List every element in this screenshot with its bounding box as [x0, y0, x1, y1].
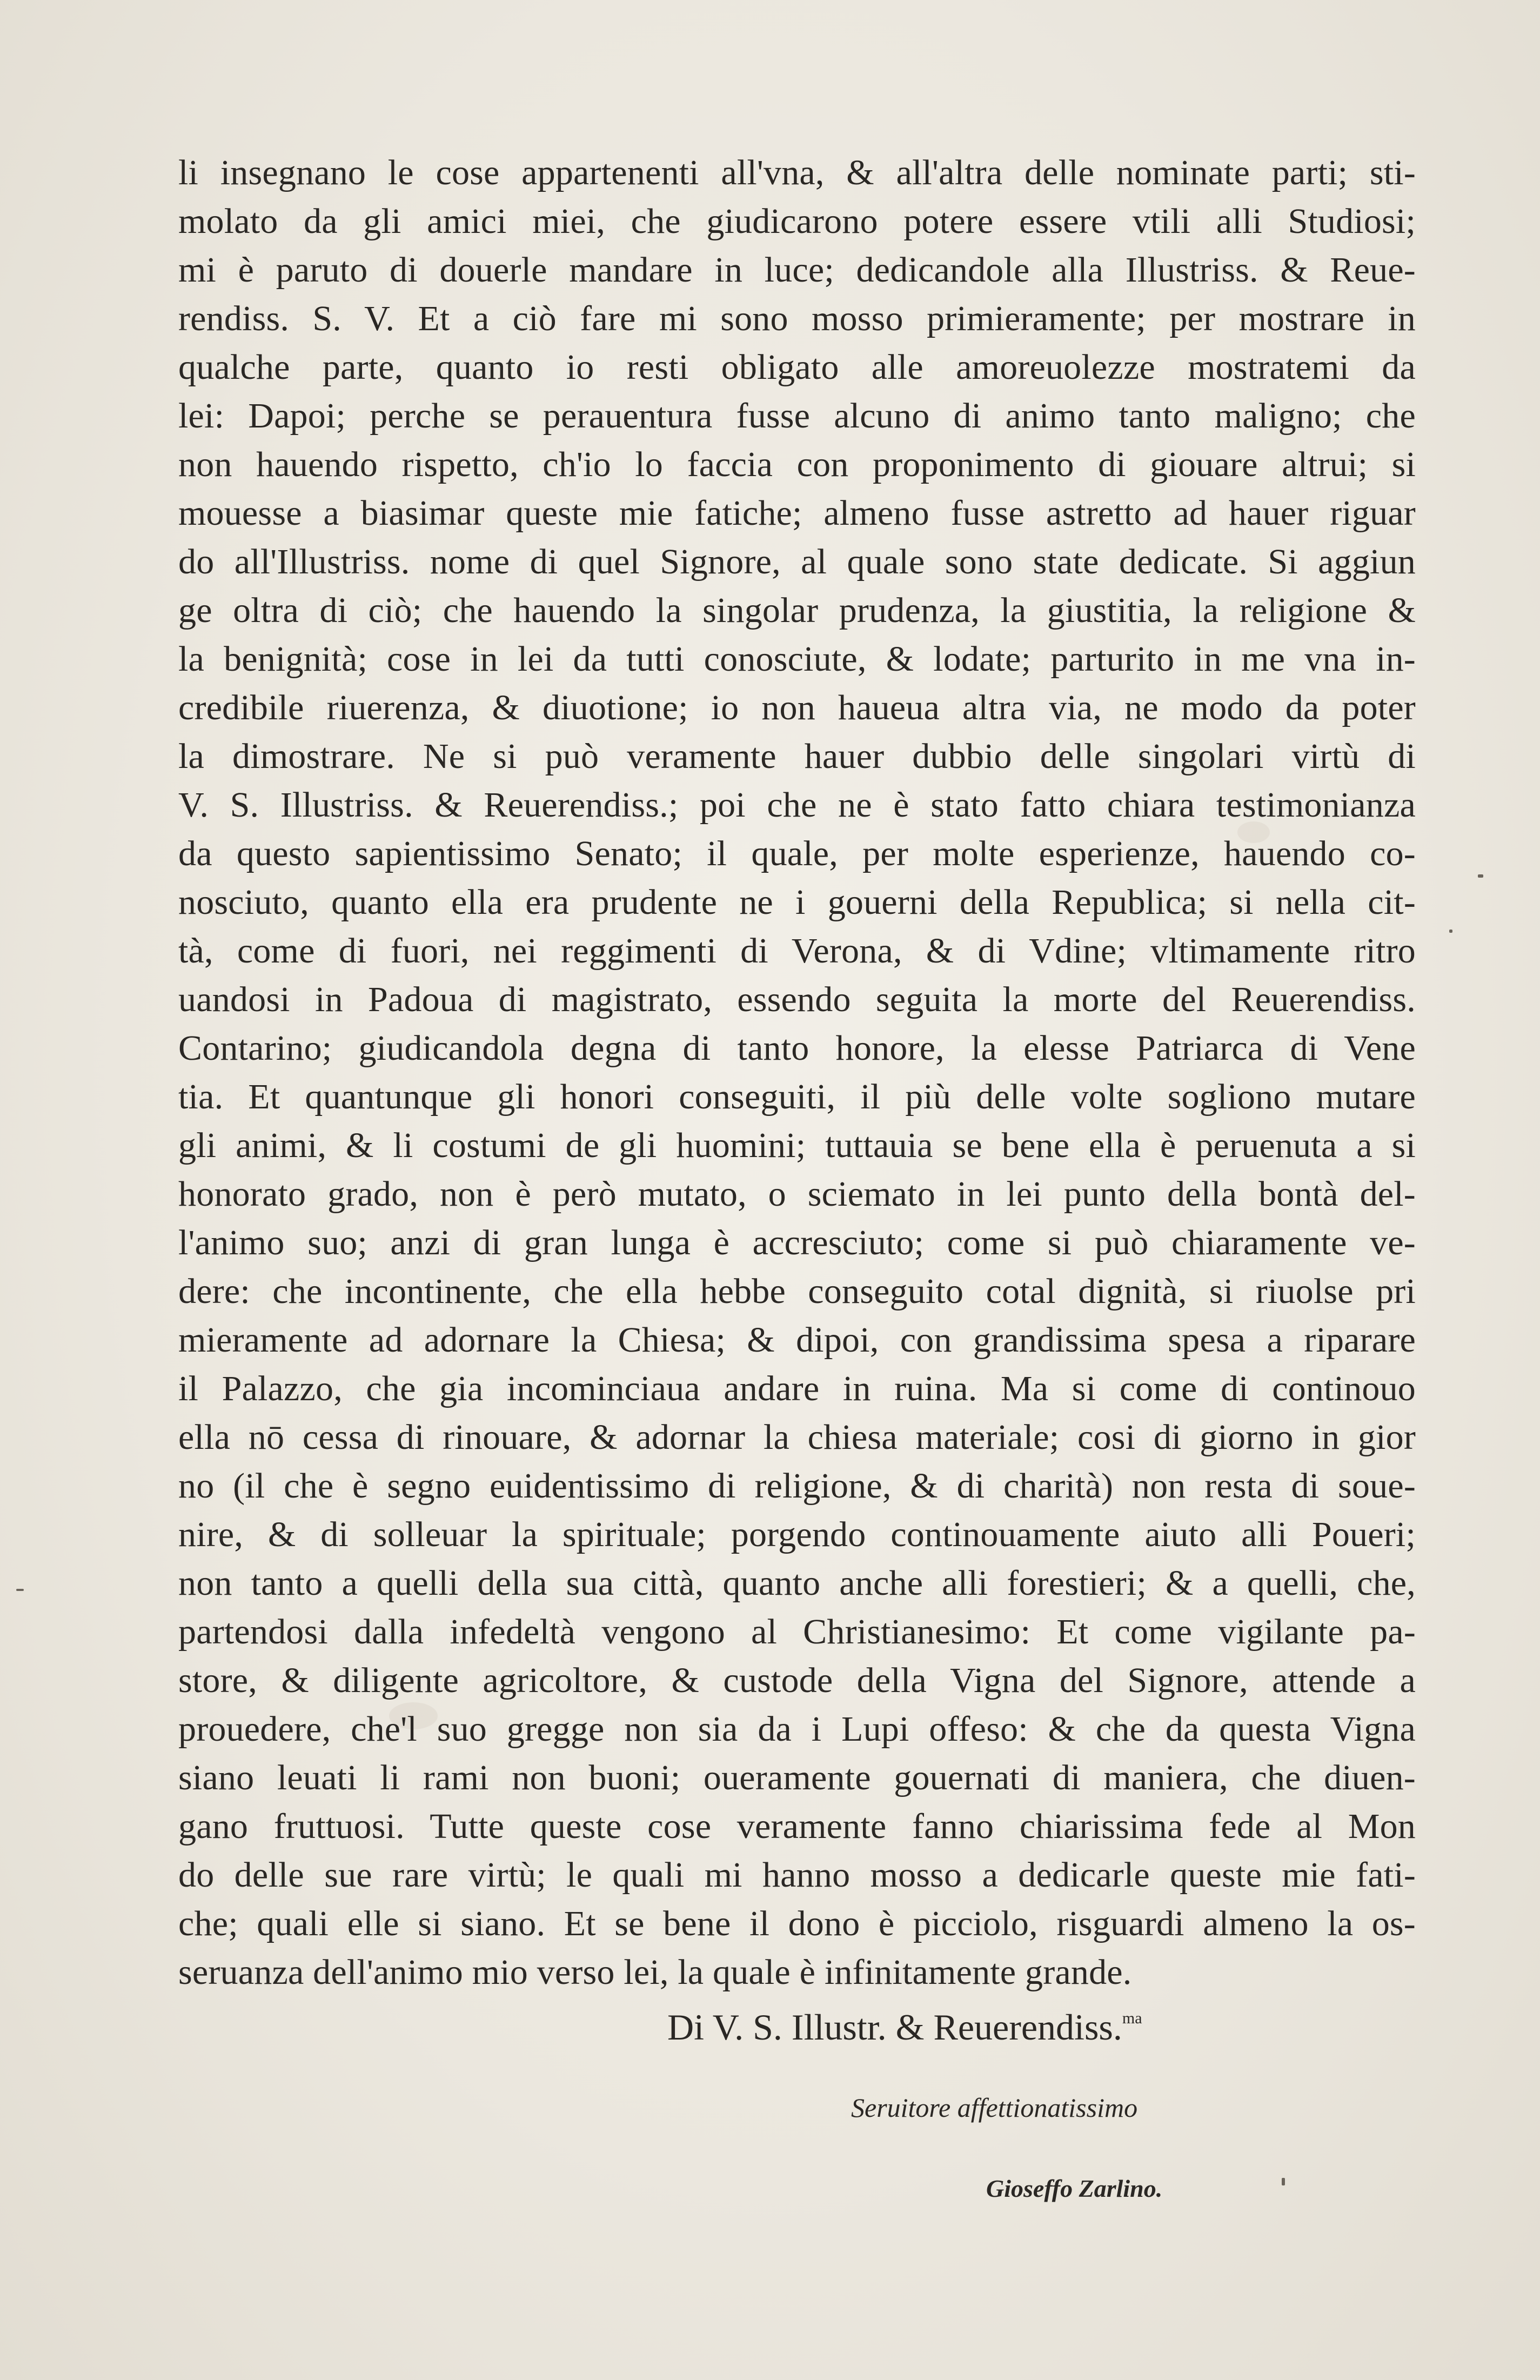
text-line: la benignità; cose in lei da tutti conosciute, & lodate; parturito in me vna in-	[178, 639, 1416, 679]
text-line: da questo sapientissimo Senato; il quale, per molte esperienze, hauendo co-	[178, 834, 1416, 873]
text-line: li insegnano le cose appartenenti all'vna, & all'altra delle nominate parti; sti-	[178, 153, 1416, 192]
ink-speck	[1449, 930, 1452, 933]
text-line: mi è paruto di douerle mandare in luce; dedicandole alla Illustriss. & Reue-	[178, 250, 1416, 290]
text-line: molato da gli amici miei, che giudicarono potere essere vtili alli Studiosi;	[178, 202, 1416, 241]
text-line: nire, & di solleuar la spirituale; porgendo continouamente aiuto alli Poueri;	[178, 1515, 1416, 1554]
closing-text: Di V. S. Illustr. & Reuerendiss.	[667, 2007, 1122, 2048]
text-line: che; quali elle si siano. Et se bene il dono è picciolo, risguardi almeno la os-	[178, 1904, 1416, 1943]
text-line: tia. Et quantunque gli honori conseguiti, il più delle volte sogliono mutare	[178, 1077, 1416, 1117]
closing-superscript: ma	[1122, 2009, 1142, 2027]
text-line: il Palazzo, che gia incominciaua andare in ruina. Ma si come di continouo	[178, 1369, 1416, 1408]
text-line: prouedere, che'l suo gregge non sia da i Lupi offeso: & che da questa Vigna	[178, 1709, 1416, 1749]
ink-speck	[16, 1589, 24, 1591]
text-line: la dimostrare. Ne si può veramente hauer dubbio delle singolari virtù di	[178, 737, 1416, 776]
text-line: mouesse a biasimar queste mie fatiche; almeno fusse astretto ad hauer riguar	[178, 493, 1416, 533]
text-line: uandosi in Padoua di magistrato, essendo seguita la morte del Reuerendiss.	[178, 980, 1416, 1019]
text-line: ge oltra di ciò; che hauendo la singolar prudenza, la giustitia, la religione &	[178, 591, 1416, 630]
ink-speck	[1478, 874, 1483, 878]
text-line: credibile riuerenza, & diuotione; io non haueua altra via, ne modo da poter	[178, 688, 1416, 727]
text-line: V. S. Illustriss. & Reuerendiss.; poi che ne è stato fatto chiara testimonianza	[178, 785, 1416, 825]
text-line: no (il che è segno euidentissimo di religione, & di charità) non resta di soue-	[178, 1466, 1416, 1506]
text-line: lei: Dapoi; perche se perauentura fusse alcuno di animo tanto maligno; che	[178, 396, 1416, 436]
signature	[986, 2172, 1162, 2205]
text-line: store, & diligente agricoltore, & custode della Vigna del Signore, attende a	[178, 1661, 1416, 1700]
text-line: mieramente ad adornare la Chiesa; & dipoi, con grandissima spesa a riparare	[178, 1320, 1416, 1360]
text-line: qualche parte, quanto io resti obligato alle amoreuolezze mostratemi da	[178, 347, 1416, 387]
text-line: partendosi dalla infedeltà vengono al Christianesimo: Et come vigilante pa-	[178, 1612, 1416, 1652]
text-line: non hauendo rispetto, ch'io lo faccia con proponimento di giouare altrui; si	[178, 445, 1416, 484]
text-line: non tanto a quelli della sua città, quanto anche alli forestieri; & a quelli, che,	[178, 1563, 1416, 1603]
text-line: do delle sue rare virtù; le quali mi hanno mosso a dedicarle queste mie fati-	[178, 1855, 1416, 1895]
servitore-line: Seruitore affettionatissimo	[851, 2092, 1138, 2123]
text-line: siano leuati li rami non buoni; oueramente gouernati di maniera, che diuen-	[178, 1758, 1416, 1797]
text-line: dere: che incontinente, che ella hebbe conseguito cotal dignità, si riuolse pri	[178, 1272, 1416, 1311]
text-line: nosciuto, quanto ella era prudente ne i gouerni della Republica; si nella cit-	[178, 883, 1416, 922]
closing-salutation	[667, 1994, 1142, 2051]
text-line: gano fruttuosi. Tutte queste cose veramente fanno chiarissima fede al Mon	[178, 1807, 1416, 1846]
dedication-body	[178, 149, 1416, 1997]
text-line: rendiss. S. V. Et a ciò fare mi sono mosso primieramente; per mostrare in	[178, 299, 1416, 338]
text-line: ella nō cessa di rinouare, & adornar la chiesa materiale; cosi di giorno in gior	[178, 1418, 1416, 1457]
text-line: Contarino; giudicandola degna di tanto honore, la elesse Patriarca di Vene	[178, 1028, 1416, 1068]
text-line: l'animo suo; anzi di gran lunga è accresciuto; come si può chiaramente ve-	[178, 1223, 1416, 1262]
text-line: do all'Illustriss. nome di quel Signore, al quale sono state dedicate. Si aggiun	[178, 542, 1416, 581]
text-line: tà, come di fuori, nei reggimenti di Verona, & di Vdine; vltimamente ritro	[178, 931, 1416, 971]
text-line: seruanza dell'animo mio verso lei, la quale è infinitamente grande.	[178, 1953, 1132, 1992]
signature-name: Gioseffo Zarlino.	[986, 2175, 1163, 2202]
text-line: gli animi, & li costumi de gli huomini; tuttauia se bene ella è peruenuta a si	[178, 1126, 1416, 1165]
ink-speck	[1282, 2178, 1285, 2185]
text-line: honorato grado, non è però mutato, o sciemato in lei punto della bontà del-	[178, 1174, 1416, 1214]
